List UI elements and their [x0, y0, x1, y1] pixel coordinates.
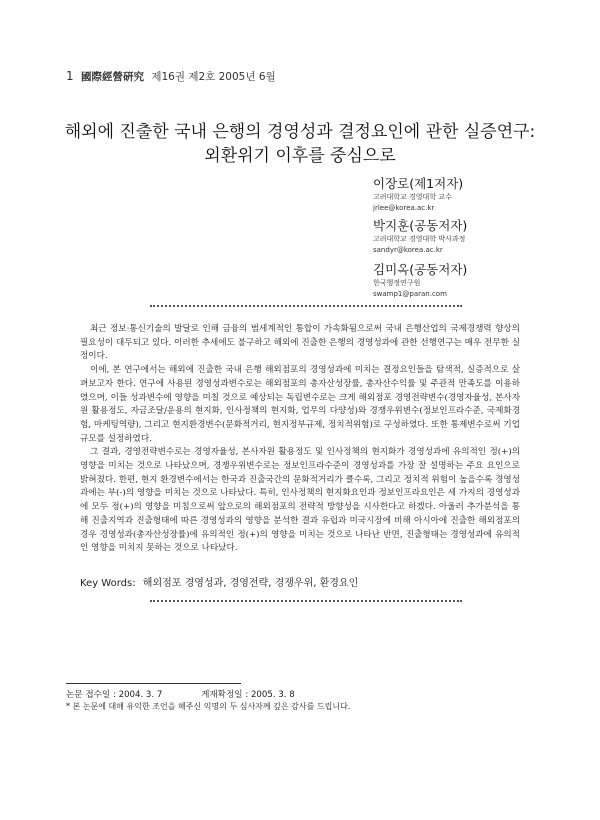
author-1 [373, 176, 463, 214]
paper-title [0, 120, 600, 168]
page-number: 1 [66, 69, 74, 83]
keywords-text: 해외점포 경영성과, 경영전략, 경쟁우위, 환경요인 [142, 578, 359, 589]
title-line-1: 해외에 진출한 국내 은행의 경영성과 결정요인에 관한 실증연구: [64, 122, 536, 142]
author-email: sandyr@korea.ac.kr [373, 246, 443, 254]
dotted-divider-top [150, 305, 462, 307]
author-affiliation: 고려대학교 경영대학 박사과정 [373, 235, 466, 243]
journal-name: 國際經營硏究 [80, 71, 144, 83]
abstract-paragraph: 그 결과, 경영전략변수로는 경영자율성, 본사자원 활용정도 및 인사정책의 현지화가 경영성과에 유의적인 정(+)의 영향을 미치는 것으로 나타났으며, 경쟁우위변수로는 정보인프라수준이 경영성과를 가장 잘 설명하는 주요 요인으로 밝혀졌다. 한편, 현지 환경변수에서는 한국과 진출국간의 문화적거리가 클수록, 그리고 정치적 위험이 높을수록 경영성과에는 부(-)의 영향을 미치는 것으로 나타났다. 특히, 인사정책의 현지화요인과 정보인프라요인은 세 가지의 경영성과에 모두 정(+)의 영향을 미침으로써 앞으로의 해외점포의 전략적 방향성을 시사한다고 하겠다. 아울러 추가분석을 통해 진출지역과 진출형태에 따른 경영성과의 영향을 분석한 결과 유럽과 미국시장에 비해 아시아에 진출한 해외점포의 경우 경영성과(총자산성장률)에 유의적인 정(+)의 영향을 미치는 것으로 나타난 반면, 진출형태는 경영성과에 유의적인 영향을 미치지 못하는 것으로 나타났다. [80, 447, 520, 554]
accepted-date: 게재확정일 : 2005. 3. 8 [201, 690, 295, 700]
footnote-dates [66, 688, 295, 700]
author-name: 이장로(제1저자) [373, 176, 464, 191]
abstract [80, 323, 520, 556]
footnote-acknowledgement: * 본 논문에 대해 유익한 조언을 해주신 익명의 두 심사자께 깊은 감사를 드립니다. [66, 702, 351, 711]
abstract-paragraph: 최근 정보·통신기술의 발달로 인해 금융의 범세계적인 통합이 가속화됨으로써 국내 은행산업의 국제경쟁력 향상의 필요성이 대두되고 있다. 이러한 추세에도 불구하고 해외에 진출한 은행의 경영성과에 관한 선행연구는 매우 전무한 실정이다. [80, 324, 520, 362]
abstract-paragraph: 이에, 본 연구에서는 해외에 진출한 국내 은행 해외점포의 경영성과에 미치는 결정요인들을 탐색적, 실증적으로 살펴보고자 한다. 연구에 사용된 경영성과변수로는 해외점포의 총자산성장률, 총자산수익률 및 주관적 만족도를 이용하였으며, 이들 성과변수에 영향을 미칠 것으로 예상되는 독립변수로는 크게 해외점포 경영전략변수(경영자율성, 본사자원 활용정도, 자금조달/운용의 현지화, 인사정책의 현지화, 업무의 다양성)와 경쟁우위변수(정보인프라수준, 국제화경험, 마케팅역량), 그리고 현지환경변수(문화적거리, 현지정부규제, 정치적위험)로 구성하였다. 또한 통제변수로써 기업규모를 설정하였다. [80, 365, 520, 444]
keywords-label: Key Words: [80, 578, 136, 589]
keywords [80, 574, 358, 589]
journal-issue: 제16권 제2호 2005년 6월 [151, 71, 276, 83]
author-email: swamp1@paran.com [373, 290, 447, 298]
author-name: 박지훈(공동저자) [373, 218, 468, 233]
title-line-2: 외환위기 이후를 중심으로 [204, 146, 396, 166]
author-2 [373, 218, 467, 256]
author-affiliation: 한국행정연구원 [373, 279, 421, 287]
author-email: jrlee@korea.ac.kr [373, 204, 435, 212]
dotted-divider-bottom [150, 600, 462, 602]
running-header [66, 69, 276, 84]
footnote-rule [66, 683, 241, 684]
author-3 [373, 262, 467, 300]
author-affiliation: 고려대학교 경영대학 교수 [373, 193, 452, 201]
author-name: 김미옥(공동저자) [373, 262, 468, 277]
received-date: 논문 접수일 : 2004. 3. 7 [66, 690, 163, 700]
